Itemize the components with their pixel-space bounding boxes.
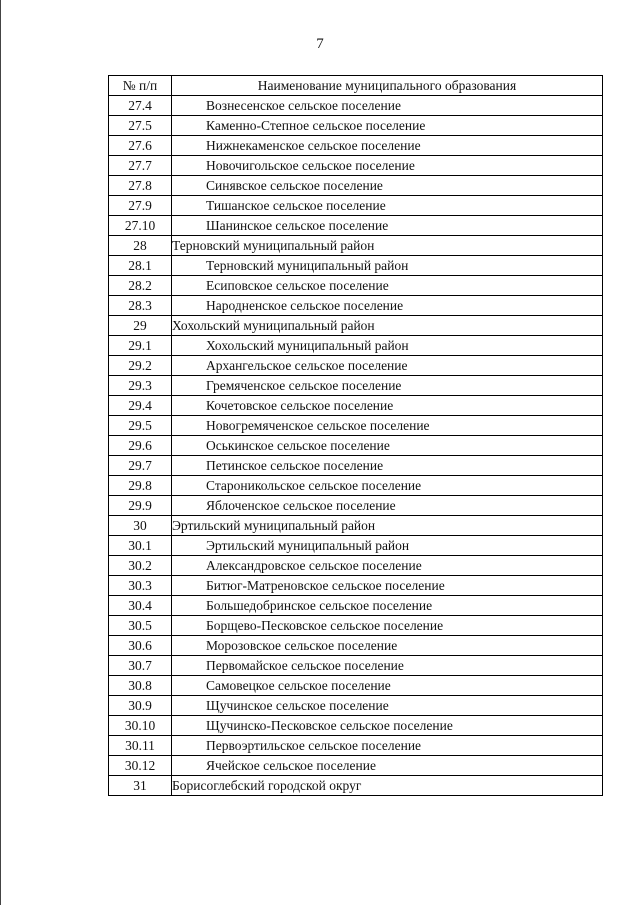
table-row [109,516,603,536]
row-number: 29 [109,316,172,336]
row-number: 28 [109,236,172,256]
row-number: 28.2 [109,276,172,296]
row-name-sub: Каменно-Степное сельское поселение [172,116,603,136]
table-row [109,716,603,736]
table-row [109,756,603,776]
table-row [109,656,603,676]
row-name-sub: Архангельское сельское поселение [172,356,603,376]
table-row [109,616,603,636]
row-name-sub: Щучинско-Песковское сельское поселение [172,716,603,736]
row-name-district: Эртильский муниципальный район [172,516,603,536]
table-row [109,396,603,416]
row-name-sub: Нижнекаменское сельское поселение [172,136,603,156]
row-name-sub: Синявское сельское поселение [172,176,603,196]
row-number: 31 [109,776,172,796]
table-row [109,776,603,796]
row-number: 30.5 [109,616,172,636]
row-number: 29.4 [109,396,172,416]
table-row [109,236,603,256]
row-number: 30 [109,516,172,536]
row-name-sub: Шанинское сельское поселение [172,216,603,236]
row-name-district: Борисоглебский городской округ [172,776,603,796]
row-number: 30.9 [109,696,172,716]
table-row [109,536,603,556]
table-row [109,116,603,136]
row-number: 27.8 [109,176,172,196]
row-name-sub: Александровское сельское поселение [172,556,603,576]
row-number: 29.5 [109,416,172,436]
row-number: 29.8 [109,476,172,496]
table-row [109,316,603,336]
row-number: 30.1 [109,536,172,556]
table-row [109,576,603,596]
page-edge [0,0,1,905]
row-number: 28.1 [109,256,172,276]
table-row [109,356,603,376]
table-row [109,476,603,496]
row-number: 29.7 [109,456,172,476]
row-number: 27.6 [109,136,172,156]
row-name-sub: Староникольское сельское поселение [172,476,603,496]
row-name-sub: Первоэртильское сельское поселение [172,736,603,756]
row-name-sub: Морозовское сельское поселение [172,636,603,656]
row-name-sub: Яблоченское сельское поселение [172,496,603,516]
row-number: 30.7 [109,656,172,676]
table-header-row [109,76,603,96]
table-row [109,596,603,616]
row-number: 30.2 [109,556,172,576]
row-name-sub: Хохольский муниципальный район [172,336,603,356]
row-name-district: Терновский муниципальный район [172,236,603,256]
row-name-sub: Оськинское сельское поселение [172,436,603,456]
row-number: 27.9 [109,196,172,216]
row-number: 29.2 [109,356,172,376]
row-name-district: Хохольский муниципальный район [172,316,603,336]
row-number: 30.3 [109,576,172,596]
row-name-sub: Щучинское сельское поселение [172,696,603,716]
row-number: 28.3 [109,296,172,316]
row-name-sub: Тишанское сельское поселение [172,196,603,216]
row-number: 27.5 [109,116,172,136]
header-number: № п/п [109,76,172,96]
row-number: 27.7 [109,156,172,176]
row-name-sub: Новочигольское сельское поселение [172,156,603,176]
row-name-sub: Эртильский муниципальный район [172,536,603,556]
table-row [109,376,603,396]
row-name-sub: Ячейское сельское поселение [172,756,603,776]
row-name-sub: Борщево-Песковское сельское поселение [172,616,603,636]
municipality-table [108,75,603,796]
table-row [109,456,603,476]
table-row [109,96,603,116]
row-number: 29.1 [109,336,172,356]
row-name-sub: Большедобринское сельское поселение [172,596,603,616]
row-number: 30.10 [109,716,172,736]
table-row [109,676,603,696]
table-row [109,336,603,356]
table-row [109,216,603,236]
row-name-sub: Вознесенское сельское поселение [172,96,603,116]
table-row [109,416,603,436]
table-body [109,96,603,796]
row-name-sub: Есиповское сельское поселение [172,276,603,296]
table-row [109,736,603,756]
row-number: 27.4 [109,96,172,116]
table-row [109,296,603,316]
row-number: 29.9 [109,496,172,516]
table-row [109,176,603,196]
row-name-sub: Петинское сельское поселение [172,456,603,476]
row-number: 30.12 [109,756,172,776]
table-row [109,556,603,576]
row-name-sub: Народненское сельское поселение [172,296,603,316]
row-number: 27.10 [109,216,172,236]
row-number: 30.11 [109,736,172,756]
page-number: 7 [316,36,324,52]
row-number: 29.6 [109,436,172,456]
table-row [109,696,603,716]
table-row [109,276,603,296]
row-number: 29.3 [109,376,172,396]
row-number: 30.6 [109,636,172,656]
row-name-sub: Самовецкое сельское поселение [172,676,603,696]
table-row [109,496,603,516]
table-row [109,156,603,176]
row-name-sub: Первомайское сельское поселение [172,656,603,676]
row-number: 30.8 [109,676,172,696]
row-name-sub: Битюг-Матреновское сельское поселение [172,576,603,596]
row-name-sub: Гремяченское сельское поселение [172,376,603,396]
row-name-sub: Кочетовское сельское поселение [172,396,603,416]
table-row [109,136,603,156]
row-name-sub: Новогремяченское сельское поселение [172,416,603,436]
row-number: 30.4 [109,596,172,616]
table-row [109,436,603,456]
header-name: Наименование муниципального образования [172,76,603,96]
row-name-sub: Терновский муниципальный район [172,256,603,276]
table-row [109,256,603,276]
table-row [109,196,603,216]
table-row [109,636,603,656]
